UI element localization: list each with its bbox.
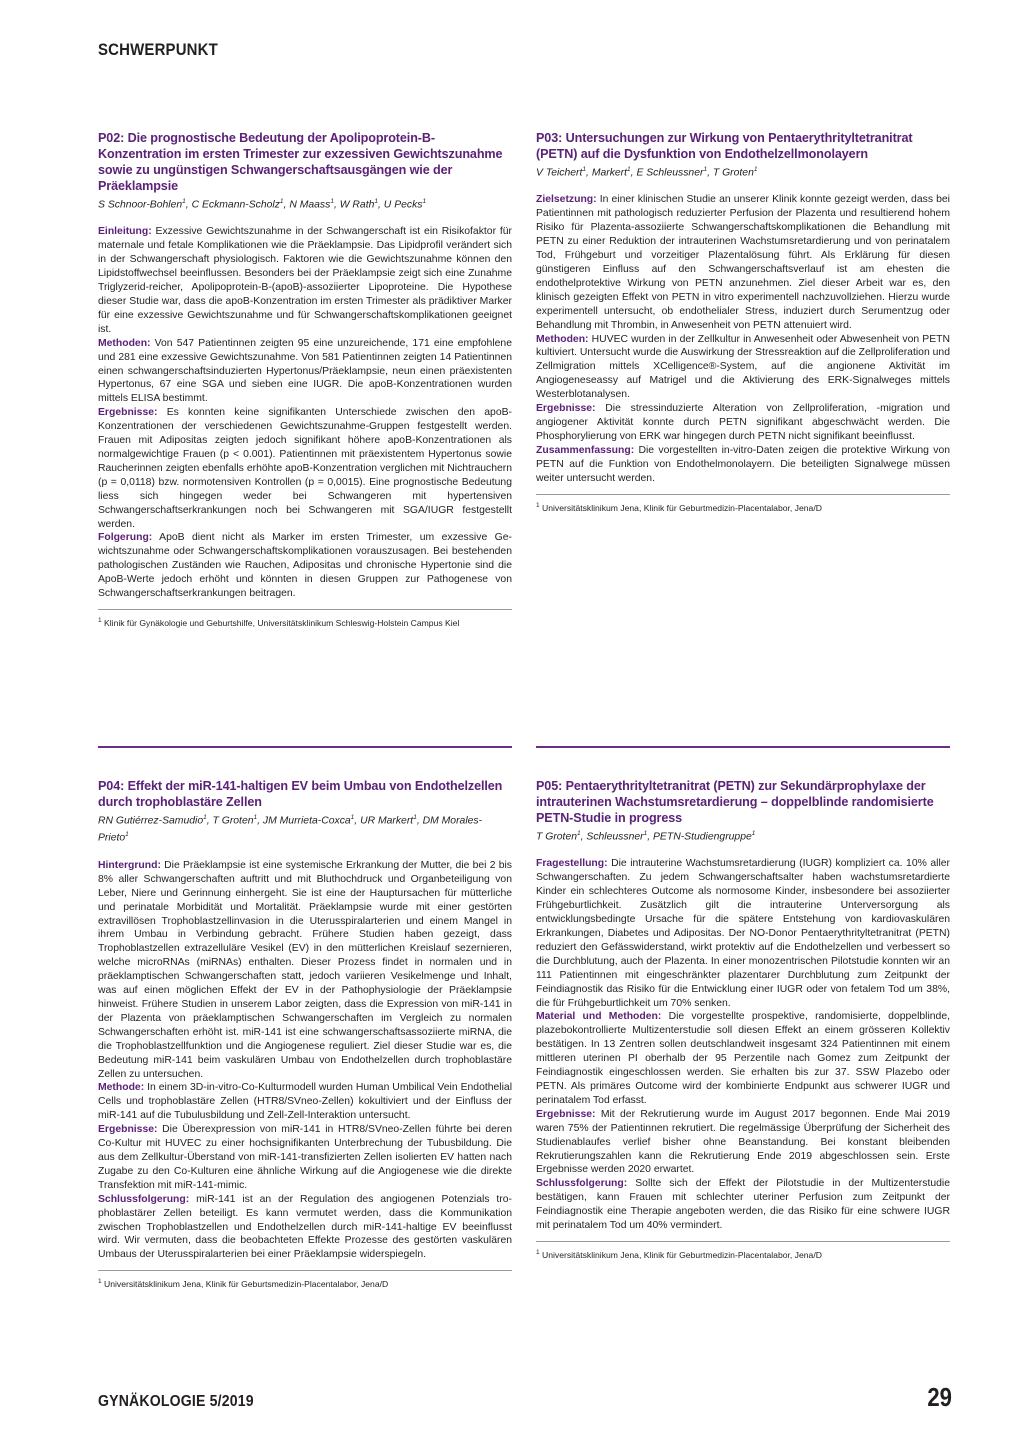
author-affiliation-marker: 1: [422, 198, 427, 205]
journal-issue: GYNÄKOLOGIE 5/2019: [98, 1393, 254, 1410]
footnote-rule: [536, 494, 950, 495]
section-text: Mit der Rekrutierung wurde im August 2017 begonnen. Ende Mai 2019 waren 75% der Patientinnen rekrutiert. Die regelmässige Überprüfung der Sicherheit des Studienablaufes verlief bisher ohne Beanstandung. Bei konstant bleibenden Rekrutierungszahlen kann die Rekrutierung Ende 2019 abgeschlossen sein. Erste Ergebnisse werden 2020 erwartet.: [536, 1108, 950, 1176]
author-name: N Maass: [289, 199, 331, 211]
section-text: In einer klinischen Studie an unserer Klinik konnte gezeigt werden, dass bei Patientinnen mit pathologisch reduzierter Perfusion der Plazenta und resultierend hohem Risiko für Plazenta-assoziierte Schwangerschaftskomplikationen die Behandlung mit PETN zu einer Reduktion der intrauterinen Wachstumsretardierung und von perinatalem Tod, Frühgeburt und vorzeitiger Plazentalösung führt. Als Erklärung für diesen günstigeren Einfluss auf den Schwangerschaftsverlauf ist am ehesten die endothelprotektive Wirkung von PETN anzunehmen. Ziel dieser Arbeit war es, den klinisch gezeigten Effekt von PETN in vitro experimentell nachzuvollziehen. Hierzu wurde experimentell untersucht, ob endothelialer Stress, induziert durch Serumentzug oder Behandlung mit Thrombin, in Anwesenheit von PETN attenuiert wird.: [536, 194, 950, 331]
section-text: Sollte sich der Effekt der Pilotstudie in der Multizenterstudie bestätigen, kann Frauen mit schlechter uteriner Perfusion zum Zeitpunkt der Feindiagnostik eine Therapie angeboten werden, die das Risiko für eine schwere IUGR mit perinatalem Tod um 40% vermindert.: [536, 1178, 950, 1232]
section-label-text: Methode:: [98, 1082, 145, 1094]
section-text: Exzessive Gewichtszunahme in der Schwangerschaft ist ein Risikofaktor für maternale und fetale Komplikationen wie die Präeklampsie. Das Lipidprofil verändert sich in der Schwangerschaft physiologisch. Faktoren wie die Gewichtszunahme können den Lipidstoffwechsel beeinflussen. Besonders bei der Präeklampsie zeigt sich eine Zunahme Triglyzerid-reicher, Apolipoprotein-B-(apoB)-assoziierter Lipoproteine. Die Hypothese dieser Studie war, dass die apoB-Konzentration im ersten Trimester als prädiktiver Marker für eine exzessive Gewichtszunahme und für Schwangerschaftskomplikationen geeignet ist.: [98, 226, 512, 335]
author-affiliation-marker: 1: [203, 814, 207, 821]
author-affiliation-marker: 1: [330, 198, 334, 205]
section-text: Von 547 Patientinnen zeigten 95 eine unzureichende, 171 eine empfohlene und 281 eine exzessive Gewichtszunahme. Von 581 Patientinnen zeigten 14 Patientinnen einen schwangerschaftsinduzierten Hypertonus/Präeklampsie, neun einen präexistenten Hypertonus, 67 eine SGA und sieben eine IUGR. Die apoB-Konzentrationen wurden mittels ELISA bestimmt.: [98, 337, 512, 405]
abstract-paragraph: [98, 1193, 512, 1263]
author-affiliation-marker: 1: [582, 166, 587, 173]
section-label-text: Zielsetzung:: [536, 194, 597, 206]
abstract-title: P04: Effekt der miR-141-haltigen EV beim Umbau von Endothelzellen durch trophoblastäre Zellen: [98, 779, 503, 809]
abstract-paragraph: [98, 406, 512, 531]
abstract-authors: [98, 811, 512, 846]
author-affiliation-marker: 1: [703, 166, 708, 173]
author-affiliation-marker: 1: [753, 166, 758, 173]
abstract-p04: [98, 778, 512, 1290]
section-label-text: Einleitung:: [98, 226, 152, 238]
footnote-text: Universitätsklinikum Jena, Klinik für Geburtsmedizin-Placentalabor, Jena/D: [101, 1279, 389, 1290]
footnote-marker: 1: [536, 501, 540, 509]
author-name: UR Markert: [360, 815, 414, 827]
abstract-paragraph: [98, 225, 512, 336]
abstract-body: [98, 225, 512, 600]
footnote-text: Universitätsklinikum Jena, Klinik für Geburtmedizin-Placentalabor, Jena/D: [539, 1249, 822, 1260]
author-name: E Schleussner: [636, 167, 704, 179]
author-separator: ,: [580, 831, 587, 843]
footnote-rule: [98, 1270, 512, 1271]
section-label-text: Material und Methoden:: [536, 1011, 662, 1023]
author-separator: ,: [185, 199, 192, 211]
section-divider-right: [536, 746, 950, 748]
abstract-authors: [536, 163, 950, 180]
abstract-title: P03: Untersuchungen zur Wirkung von Pentaerythrityltetranitrat (PETN) auf die Dysfunktion von Endothelzellmonolayern: [536, 131, 913, 161]
author-name: W Rath: [339, 199, 375, 211]
abstract-paragraph: [536, 333, 950, 403]
abstract-title: P05: Pentaerythrityltetranitrat (PETN) zur Sekundärprophylaxe der intrauterinen Wachstumsretardierung – doppelblinde randomisierte PETN-Studie in progress: [536, 779, 934, 825]
abstract-authors: [98, 195, 512, 212]
abstract-paragraph: [536, 857, 950, 1010]
author-name: Markert: [591, 167, 628, 179]
affiliation-footnote: [536, 1247, 950, 1261]
section-text: Es konnten keine signifikanten Unterschiede zwischen den apoB-Konzentrationen der verschiedenen Gewichtszunahme-Gruppen festgestellt werden. Frauen mit Adipositas zeigten jedoch signifikant höhere apoB-Konzentrationen als normalgewichtige Frauen (p < 0.001). Patientinnen mit präexistentem Hypertonus sowie Raucherinnen zeigten ebenfalls erhöhte apoB-Konzentration verglichen mit Nichtrauchern (p = 0,0118) bzw. normotensiven Kontrollen (p = 0,0015). Eine prognostische Bedeutung liess sich hingegen weder bei Schwangeren mit hypertensiven Schwangerschaftserkrankungen noch bei Schwangeren mit SGA/IUGR festgestellt werden.: [98, 407, 512, 530]
footnote-text: Klinik für Gynäkologie und Geburtshilfe, Universitätsklinikum Schleswig-Holstein Campus Kiel: [101, 617, 460, 628]
section-label-text: Schlussfolgerung:: [536, 1178, 628, 1190]
section-text: Die intrauterine Wachstumsretardierung (IUGR) kompliziert ca. 10% aller Schwangerschaften. Zu jedem Schwangerschaftsalter haben wachstumsretardierte Kinder ein schlechteres Outcome als normosome Kinder, insbesondere bei assoziierter Frühgeburtlichkeit. Zusätzlich gilt die intrauterine Unterversorgung als entwicklungsbedingte Ursache für die spätere Entstehung von kardiovaskulären Erkrankungen, Diabetes und Adipositas. Der NO-Donor Pentaerythrityltetranitrat (PETN) reduziert den Gefässwiderstand, wirkt protektiv auf die Endothelzellen und verbessert so die Durchblutung, auch der Plazenta. In einer monozentrischen Pilotstudie konnten wir an 111 Patientinnen mit eingeschränkter plazentarer Durchblutung zum Zeitpunkt der Feindiagnostik das Risiko für die Entwicklung einer IUGR oder von fetalem Tod um 38%, die für Frühgeburtlichkeit um 70% senken.: [536, 858, 950, 1009]
author-separator: ,: [586, 167, 592, 179]
section-divider-left: [98, 746, 512, 748]
author-affiliation-marker: 1: [350, 814, 355, 821]
abstract-paragraph: [98, 859, 512, 1082]
page-number: 29: [927, 1382, 952, 1412]
section-label-text: Zusammenfassung:: [536, 444, 635, 456]
abstract-p02: [98, 130, 512, 629]
author-affiliation-marker: 1: [751, 830, 756, 837]
author-affiliation-marker: 1: [643, 830, 648, 837]
author-affiliation-marker: 1: [413, 814, 417, 821]
author-affiliation-marker: 1: [279, 198, 284, 205]
section-text: HUVEC wurden in der Zellkultur in Anwesenheit oder Abwesenheit von PETN kultiviert. Untersucht wurde die Auswirkung der Stressreaktion auf die Zellproliferation und Zellmigration mittels XCelligence®-System, auf die angionene Aktivität im Angiogeneseassy auf Matrigel und die Aktivierung des ERK-Signalweges mittels Westerblotanalysen.: [536, 333, 950, 401]
section-label-text: Methoden:: [536, 333, 589, 345]
section-text: Die vorgestellte prospektive, randomisierte, doppelblinde, plazebokontrollierte Multizenterstudie soll diesen Effekt an einem grösseren Kollektiv bestätigen. In 13 Zentren sollen deutschlandweit insgesamt 324 Patientinnen mit einem mittleren uterinen PI oberhalb der 95 Perzentile nach Gomez zum Zeitpunkt der Feindiagnostik eingeschlossen werden. Sie erhalten bis zur 37. SSW Plazebo oder PETN. Als primäres Outcome wird der kombinierte Endpunkt aus schwerer IUGR und perinatalem Tod erfasst.: [536, 1011, 951, 1106]
section-label-text: Ergebnisse:: [98, 1124, 158, 1136]
abstract-body: [98, 859, 512, 1262]
author-separator: ,: [630, 167, 637, 179]
author-separator: ,: [333, 199, 340, 211]
section-text: In einem 3D-in-vitro-Co-Kulturmodell wurden Human Umbilical Vein Endothelial Cells und trophoblastäre Zellen (HTR8/SVneo-Zellen) kokultiviert und der Einfluss der miR-141 auf die Tubulusbildung und Zell-Zell-Interaktion untersucht.: [98, 1082, 512, 1122]
author-separator: ,: [707, 167, 713, 179]
author-name: PETN-Studiengruppe: [653, 831, 752, 843]
author-separator: ,: [378, 199, 384, 211]
author-affiliation-marker: 1: [374, 198, 379, 205]
footnote-marker: 1: [536, 1248, 540, 1256]
abstract-paragraph: [98, 531, 512, 601]
author-name: RN Gutiérrez-Samudio: [98, 815, 204, 827]
author-affiliation-marker: 1: [253, 814, 258, 821]
abstract-paragraph: [536, 1177, 950, 1233]
section-text: Die stressinduzierte Alteration von Zellproliferation, -migration und angiogener Aktivität konnte durch PETN signifikant abgeschwächt werden. Die Phosphorylierung von ERK war hingegen durch PETN nicht signifikant beeinflusst.: [536, 403, 950, 442]
author-separator: ,: [206, 815, 213, 827]
section-text: miR-141 ist an der Regulation des angiogenen Potenzials trophoblastärer Zellen beteiligt. Es kann vermutet werden, dass die Kommunikation zwischen Trophoblastzellen und Endothelzellen durch miR-141-haltige EV beeinflusst wird. Wir vermuten, dass die beobachteten Effekte Prozesse des gestörten vaskulären Umbaus der Uterusspiralarterien bei einer Präeklampsie widerspiegeln.: [98, 1193, 512, 1261]
affiliation-footnote: [98, 615, 512, 629]
abstract-paragraph: [98, 337, 512, 407]
footnote-marker: 1: [98, 616, 102, 624]
author-separator: ,: [257, 815, 263, 827]
section-text: Die Präeklampsie ist eine systemische Erkrankung der Mutter, die bei 2 bis 8% aller Schwangerschaften auftritt und mit Bluthochdruck und Organbeteiligung von Leber, Niere und Gerinnung einhergeht. Sie ist eine der Hauptursachen für mütterliche und perinatale Morbidität und Mortalität. Präeklampsie wurde mit einer gestörten extravillösen Trophoblastzellinvasion in die Uterusspiralarterien und einem Mangel in ihrem Umbau in Verbindung gebracht. Frühere Studien haben gezeigt, dass Trophoblastzellen extrazelluläre Vesikel (EV) in den mütterlichen Kreislauf sezernieren, welche microRNAs (miRNAs) enthalten. Dieser Prozess findet in normalen und in präeklamptischen Schwangerschaften statt, jedoch variieren Vesikelmenge und Inhalt, was auf einen möglichen Effekt der EV in der Pathophysiologie der Präeklampsie hinweist. Frühere Studien in unserem Labor zeigten, dass die Expression von miR-141 in der Plazenta von präeklamptischen Schwangerschaften im Vergleich zu normalen Schwangerschaften erhöht ist. miR-141 ist eine schwangerschaftsassoziierte miRNA, die die Trophoblastzellfunktion und die Angiogenese reguliert. Ziel dieser Studie war es, die Bedeutung miR-141 beim vaskulären Umbau von Endothelzellen durch trophoblastäre Zellen zu untersuchen.: [98, 859, 512, 1080]
author-name: Schleussner: [586, 831, 644, 843]
footnote-rule: [536, 1241, 950, 1242]
author-name: U Pecks: [383, 199, 423, 211]
section-text: Die vorgestellten in-vitro-Daten zeigen die protektive Wirkung von PETN auf die Funktion von Endothelmonolayern. Die beteiligten Signalwege müssen weiter untersucht werden.: [536, 444, 950, 484]
section-label-text: Folgerung:: [98, 532, 153, 544]
section-label-text: Ergebnisse:: [98, 407, 158, 419]
author-affiliation-marker: 1: [627, 166, 631, 173]
section-label: SCHWERPUNKT: [98, 40, 218, 59]
author-affiliation-marker: 1: [577, 830, 581, 837]
author-name: C Eckmann-Scholz: [191, 199, 280, 211]
footnote-text: Universitätsklinikum Jena, Klinik für Geburtmedizin-Placentalabor, Jena/D: [539, 502, 822, 513]
section-label-text: Fragestellung:: [536, 858, 608, 870]
section-label-text: Methoden:: [98, 337, 151, 349]
author-separator: ,: [354, 815, 361, 827]
author-name: JM Murrieta-Coxca: [262, 815, 351, 827]
abstract-paragraph: [536, 402, 950, 444]
author-name: S Schnoor-Bohlen: [98, 199, 183, 211]
footnote-marker: 1: [98, 1278, 102, 1286]
abstract-p03: [536, 130, 950, 513]
abstract-authors: [536, 827, 950, 844]
author-affiliation-marker: 1: [182, 198, 186, 205]
author-name: T Groten: [536, 831, 577, 843]
footnote-rule: [98, 609, 512, 610]
section-label-text: Hintergrund:: [98, 859, 161, 871]
author-affiliation-marker: 1: [125, 831, 129, 839]
author-name: DM Morales-Prieto: [98, 815, 483, 844]
abstract-paragraph: [98, 1081, 512, 1123]
abstract-paragraph: [98, 1123, 512, 1193]
section-text: ApoB dient nicht als Marker im ersten Trimester, um exzessive Gewichtszunahme oder Schwangerschaftskomplikationen vorauszusagen. Bei bestehenden pathologischen Zuständen wie Rauchen, Adipositas und chronische Hypertonie sind die ApoB-Werte jedoch erhöht und könnten in diesen Gruppen zur Pathogenese von Schwangerschaftserkrankungen beitragen.: [98, 532, 512, 600]
abstract-paragraph: [536, 1108, 950, 1178]
author-separator: ,: [647, 831, 653, 843]
section-label-text: Ergebnisse:: [536, 1108, 596, 1120]
affiliation-footnote: [536, 500, 950, 514]
author-name: T Groten: [212, 815, 254, 827]
abstract-body: [536, 193, 950, 485]
abstract-paragraph: [536, 444, 950, 486]
author-name: T Groten: [712, 167, 754, 179]
author-separator: ,: [283, 199, 290, 211]
author-name: V Teichert: [536, 167, 583, 179]
affiliation-footnote: [98, 1276, 512, 1290]
abstract-body: [536, 857, 950, 1232]
author-separator: ,: [416, 815, 423, 827]
abstract-paragraph: [536, 1010, 950, 1107]
section-label-text: Ergebnisse:: [536, 403, 596, 415]
section-label-text: Schlussfolgerung:: [98, 1193, 190, 1205]
abstract-title: P02: Die prognostische Bedeutung der Apolipoprotein-B-Konzentration im ersten Trimester zur exzessiven Gewichtszunahme sowie zu ungünstigen Schwangerschaftsausgängen wie der Präeklampsie: [98, 131, 503, 193]
abstract-p05: [536, 778, 950, 1261]
abstract-paragraph: [536, 193, 950, 332]
section-text: Die Überexpression von miR-141 in HTR8/SVneo-Zellen führte bei deren Co-Kultur mit HUVEC zu einer hochsignifikanten Unterbrechung der Tubusbildung. Die aus dem Zellkultur-Überstand von miR-141-transfizierten Zellen isolierten EV hatten nach Zugabe zu den Co-Kulturen eine ähnliche Wirkung auf die Angiogenese wie die direkte Transfektion mit miR-141-mimic.: [98, 1124, 512, 1191]
